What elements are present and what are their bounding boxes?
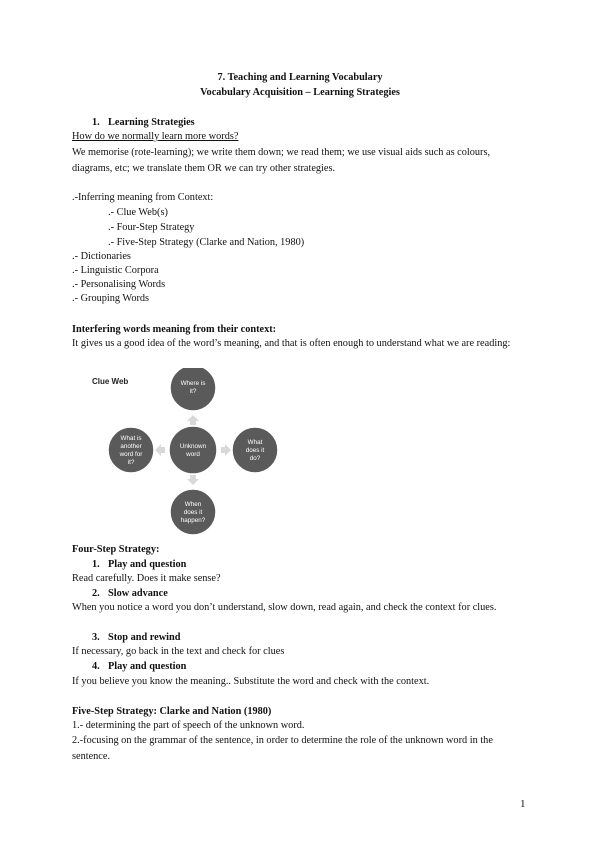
- step-3-title: Stop and rewind: [108, 632, 181, 643]
- item-grouping: .- Grouping Words: [72, 293, 150, 304]
- step-1-title: Play and question: [108, 559, 187, 570]
- section-question: How do we normally learn more words?: [72, 131, 239, 142]
- doc-subtitle: Vocabulary Acquisition – Learning Strategies: [200, 87, 400, 98]
- four-step-heading: Four-Step Strategy:: [72, 544, 160, 555]
- page-number: 1: [520, 798, 526, 810]
- center-line-2: word: [186, 451, 200, 458]
- arrow-right-icon: [221, 444, 231, 456]
- arrow-up-icon: [187, 415, 199, 425]
- inferring-item: .-Inferring meaning from Context:: [72, 192, 214, 203]
- section-answer: We memorise (rote-learning); we write them down; we read them; we use visual aids such as colours, diagrams, etc; we translate them OR we can try other strategies.: [72, 147, 491, 174]
- context-text: It gives us a good idea of the word’s meaning, and that is often enough to understand what we are reading:: [72, 338, 511, 349]
- step-4-title: Play and question: [108, 661, 187, 672]
- top-line-2: it?: [189, 388, 197, 395]
- item-dictionaries: .- Dictionaries: [72, 251, 131, 262]
- right-line-1: What: [247, 439, 263, 446]
- top-line-1: Where is: [180, 380, 206, 387]
- step-1-number: 1.: [92, 559, 100, 570]
- section-number: 1.: [92, 117, 100, 128]
- arrow-down-icon: [187, 475, 199, 485]
- circle-left: [108, 427, 154, 473]
- section-heading: Learning Strategies: [108, 117, 195, 128]
- diagram-label: Clue Web: [92, 377, 129, 386]
- step-2-number: 2.: [92, 588, 100, 599]
- step-3-text: If necessary, go back in the text and check for clues: [72, 646, 285, 657]
- five-step-item-1: 1.- determining the part of speech of the unknown word.: [72, 720, 305, 731]
- left-line-3: word for: [119, 451, 143, 458]
- right-line-2: does it: [245, 447, 265, 454]
- step-3-number: 3.: [92, 632, 100, 643]
- left-line-1: What is: [120, 435, 142, 442]
- step-2-text: When you notice a word you don’t understand, slow down, read again, and check the context for clues.: [72, 602, 497, 613]
- item-personalising: .- Personalising Words: [72, 279, 166, 290]
- step-1-text: Read carefully. Does it make sense?: [72, 573, 221, 584]
- five-step-heading: Five-Step Strategy: Clarke and Nation (1980): [72, 706, 272, 717]
- bottom-line-1: When: [184, 501, 202, 508]
- step-4-text: If you believe you know the meaning.. Substitute the word and check with the context.: [72, 676, 430, 687]
- center-line-1: Unknown: [179, 443, 207, 450]
- sub-item-clue-web: .- Clue Web(s): [108, 207, 168, 218]
- five-step-item-2: 2.-focusing on the grammar of the sentence, in order to determine the role of the unknown word in the sentence.: [72, 735, 493, 762]
- sub-item-five-step: .- Five-Step Strategy (Clarke and Nation, 1980): [108, 237, 305, 248]
- clue-web-diagram: [86, 368, 306, 540]
- bottom-line-3: happen?: [180, 517, 206, 524]
- bottom-line-2: does it: [183, 509, 203, 516]
- doc-title: 7. Teaching and Learning Vocabulary: [217, 72, 383, 83]
- item-corpora: .- Linguistic Corpora: [72, 265, 159, 276]
- sub-item-four-step: .- Four-Step Strategy: [108, 222, 195, 233]
- left-line-2: another: [120, 443, 142, 450]
- right-line-3: do?: [249, 455, 261, 462]
- step-2-title: Slow advance: [108, 588, 168, 599]
- arrow-left-icon: [155, 444, 165, 456]
- step-4-number: 4.: [92, 661, 100, 672]
- left-line-4: it?: [127, 459, 135, 466]
- circle-center: [169, 426, 217, 474]
- context-heading: Interfering words meaning from their context:: [72, 324, 277, 335]
